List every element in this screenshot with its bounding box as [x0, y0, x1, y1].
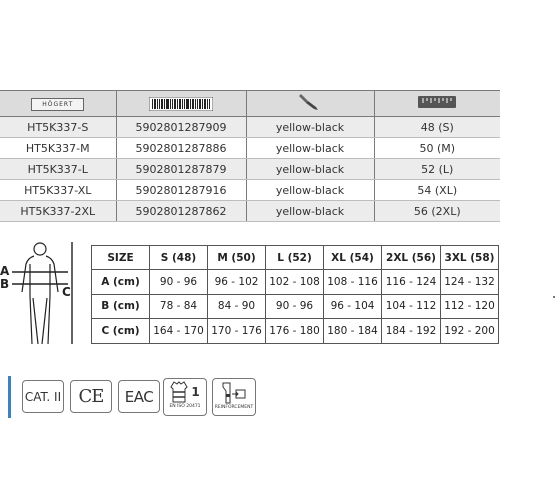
size-column-header: S (48) [150, 246, 208, 270]
hi-vis-badge [163, 378, 207, 416]
product-size: 48 (S) [374, 117, 500, 138]
product-ean: 5902801287862 [116, 201, 246, 222]
size-table-header [92, 246, 499, 270]
brush-icon-cell [246, 91, 374, 117]
table-row [92, 319, 499, 344]
measurement-value: 176 - 180 [266, 319, 324, 344]
measurement-value: 180 - 184 [324, 319, 382, 344]
product-size: 56 (2XL) [374, 201, 500, 222]
measurement-value: 102 - 108 [266, 270, 324, 295]
table-row [0, 180, 500, 201]
table-row [92, 270, 499, 295]
body-measurement-figure [0, 240, 84, 350]
product-color: yellow-black [246, 180, 374, 201]
size-corner-header: SIZE [92, 246, 150, 270]
product-code: HT5K337-2XL [0, 201, 116, 222]
certification-strip [8, 372, 262, 418]
size-table [91, 245, 499, 344]
table-row [0, 201, 500, 222]
product-ean: 5902801287886 [116, 138, 246, 159]
measurement-value: 124 - 132 [441, 270, 499, 295]
table-row [0, 138, 500, 159]
table-row [0, 159, 500, 180]
product-ean: 5902801287909 [116, 117, 246, 138]
body-silhouette-icon [0, 240, 84, 350]
product-color: yellow-black [246, 138, 374, 159]
measurement-value: 90 - 96 [266, 294, 324, 319]
reinforcement-icon [219, 381, 249, 405]
measurement-value: 112 - 120 [441, 294, 499, 319]
figure-label-c: C [62, 285, 71, 299]
stray-dot [553, 296, 555, 298]
measurement-value: 104 - 112 [382, 294, 441, 319]
eac-mark-badge [118, 380, 160, 413]
product-color: yellow-black [246, 159, 374, 180]
reinforcement-badge [212, 378, 256, 416]
measurement-value: 78 - 84 [150, 294, 208, 319]
table-row [92, 294, 499, 319]
hi-vis-vest-icon [170, 381, 188, 403]
measurement-value: 164 - 170 [150, 319, 208, 344]
product-code: HT5K337-S [0, 117, 116, 138]
ce-mark-text: CE [78, 386, 104, 407]
hi-vis-class: 1 [191, 385, 200, 399]
measurement-value: 116 - 124 [382, 270, 441, 295]
ruler-icon-cell [374, 91, 500, 117]
product-ean: 5902801287916 [116, 180, 246, 201]
size-column-header: M (50) [208, 246, 266, 270]
product-table-header [0, 91, 500, 117]
measurement-value: 90 - 96 [150, 270, 208, 295]
figure-label-b: B [0, 277, 10, 291]
size-column-header: L (52) [266, 246, 324, 270]
product-code: HT5K337-M [0, 138, 116, 159]
cat-ii-badge [22, 380, 64, 413]
table-row [0, 117, 500, 138]
product-ean: 5902801287879 [116, 159, 246, 180]
product-size: 50 (M) [374, 138, 500, 159]
product-table [0, 90, 500, 222]
size-column-header: XL (54) [324, 246, 382, 270]
measurement-value: 96 - 102 [208, 270, 266, 295]
cat-ii-text: CAT. II [24, 389, 62, 404]
hi-vis-standard: EN ISO 20471 [169, 404, 201, 409]
size-column-header: 2XL (56) [382, 246, 441, 270]
accent-bar [8, 376, 11, 418]
measurement-value: 96 - 104 [324, 294, 382, 319]
product-color: yellow-black [246, 117, 374, 138]
product-color: yellow-black [246, 201, 374, 222]
brand-logo: HÖGERT [31, 98, 84, 111]
product-code: HT5K337-L [0, 159, 116, 180]
paint-brush-icon [298, 92, 322, 112]
product-size: 54 (XL) [374, 180, 500, 201]
measurement-value: 192 - 200 [441, 319, 499, 344]
ruler-icon [417, 95, 457, 109]
barcode-icon-cell [116, 91, 246, 117]
ce-mark-badge [70, 380, 112, 413]
size-column-header: 3XL (58) [441, 246, 499, 270]
figure-label-a: A [0, 264, 10, 278]
brand-logo-cell [0, 91, 116, 117]
measurement-label: C (cm) [92, 319, 150, 344]
product-code: HT5K337-XL [0, 180, 116, 201]
reinforcement-text: REINFORCEMENT [214, 405, 254, 410]
measurement-value: 170 - 176 [208, 319, 266, 344]
eac-mark-text: EAC [124, 387, 154, 406]
product-size: 52 (L) [374, 159, 500, 180]
measurement-label: B (cm) [92, 294, 150, 319]
measurement-value: 184 - 192 [382, 319, 441, 344]
measurement-value: 84 - 90 [208, 294, 266, 319]
measurement-label: A (cm) [92, 270, 150, 295]
measurement-value: 108 - 116 [324, 270, 382, 295]
barcode-icon [149, 97, 213, 111]
